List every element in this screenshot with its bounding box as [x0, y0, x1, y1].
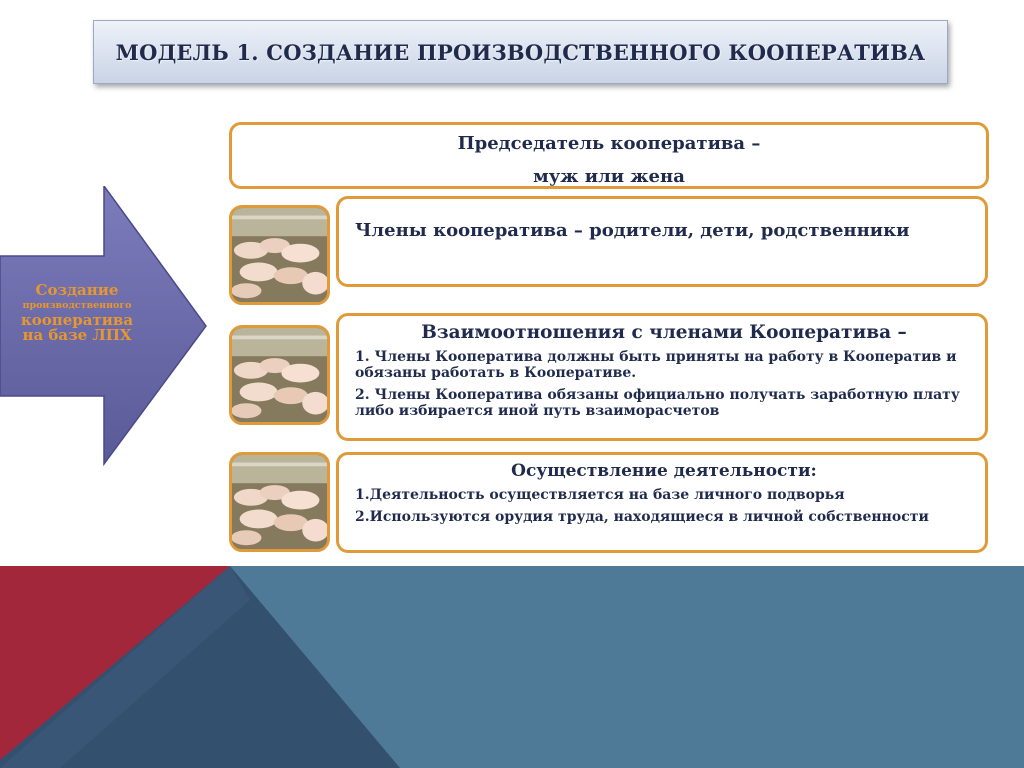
members-box	[336, 196, 988, 287]
title-banner	[93, 20, 948, 84]
arrow-label-line3: кооператива на базе ЛПХ	[20, 310, 134, 345]
chairman-line2: муж или жена	[533, 166, 685, 187]
activity-item: 1.Деятельность осуществляется на базе личного подворья	[355, 487, 845, 503]
pig-photo	[229, 452, 330, 552]
chairman-box	[229, 122, 989, 189]
chairman-line1: Председатель кооператива –	[457, 133, 761, 154]
activity-item: 2.Используются орудия труда, находящиеся в личной собственности	[355, 509, 929, 525]
activity-box	[336, 452, 988, 553]
members-text: Члены кооператива – родители, дети, родственники	[355, 220, 910, 241]
arrow-label-line1: Создание	[35, 281, 119, 299]
relations-item: 1. Члены Кооператива должны быть приняты на работу в Кооператив и обязаны работать в Кооперативе.	[355, 349, 957, 381]
arrow-label-line2: производственного	[22, 299, 132, 311]
arrow-label	[8, 283, 146, 344]
activity-heading: Осуществление деятельности:	[511, 461, 817, 481]
relations-item: 2. Члены Кооператива обязаны официально получать заработную плату либо избирается иной путь взаиморасчетов	[355, 387, 960, 419]
relations-box	[336, 313, 988, 441]
page-title: МОДЕЛЬ 1. СОЗДАНИЕ ПРОИЗВОДСТВЕННОГО КООПЕРАТИВА	[115, 39, 926, 65]
pig-photo	[229, 325, 330, 425]
pig-photo	[229, 205, 330, 305]
relations-heading: Взаимоотношения с членами Кооператива –	[421, 322, 907, 343]
